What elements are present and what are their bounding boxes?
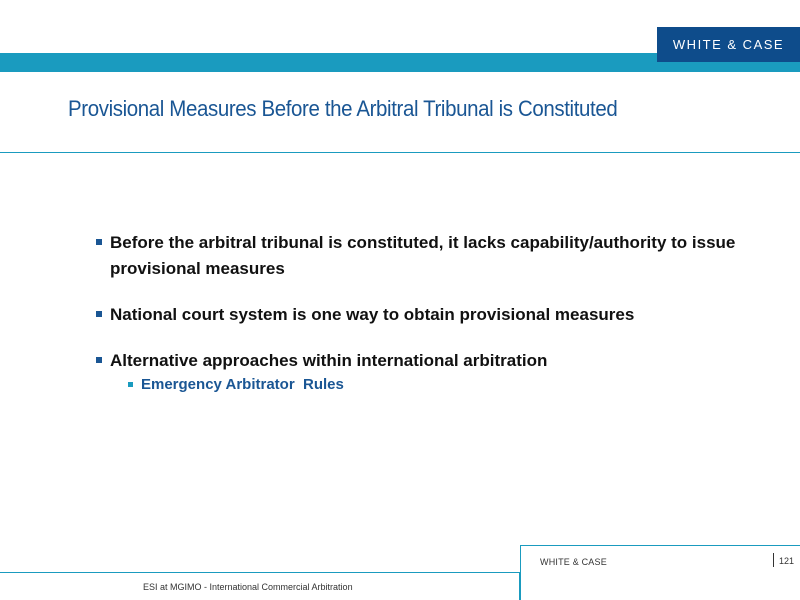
- bullet-item: [96, 348, 756, 374]
- footer-frame-right: [520, 545, 800, 600]
- footer-brand: WHITE & CASE: [540, 557, 607, 567]
- bullet-list: [96, 230, 756, 396]
- company-logo: [657, 27, 800, 62]
- bullet-text: Before the arbitral tribunal is constituted, it lacks capability/authority to issue provisional measures: [110, 233, 736, 278]
- title-divider: [0, 152, 800, 153]
- slide-title: Provisional Measures Before the Arbitral Tribunal is Constituted: [68, 96, 618, 121]
- sub-bullet-item: [96, 374, 756, 396]
- sub-bullet-text: Emergency Arbitrator Rules: [141, 376, 344, 393]
- square-sub-bullet-icon: [128, 382, 133, 387]
- square-bullet-icon: [96, 311, 102, 317]
- bullet-item: [96, 230, 756, 282]
- footer-separator: [773, 553, 774, 567]
- bullet-item: [96, 302, 756, 328]
- bullet-text: National court system is one way to obtain provisional measures: [110, 305, 635, 324]
- bullet-text: Alternative approaches within international arbitration: [110, 351, 548, 370]
- footer-caption: ESI at MGIMO - International Commercial Arbitration: [143, 582, 353, 592]
- square-bullet-icon: [96, 357, 102, 363]
- page-number: 121: [779, 556, 795, 566]
- square-bullet-icon: [96, 239, 102, 245]
- logo-text: WHITE & CASE: [672, 37, 785, 52]
